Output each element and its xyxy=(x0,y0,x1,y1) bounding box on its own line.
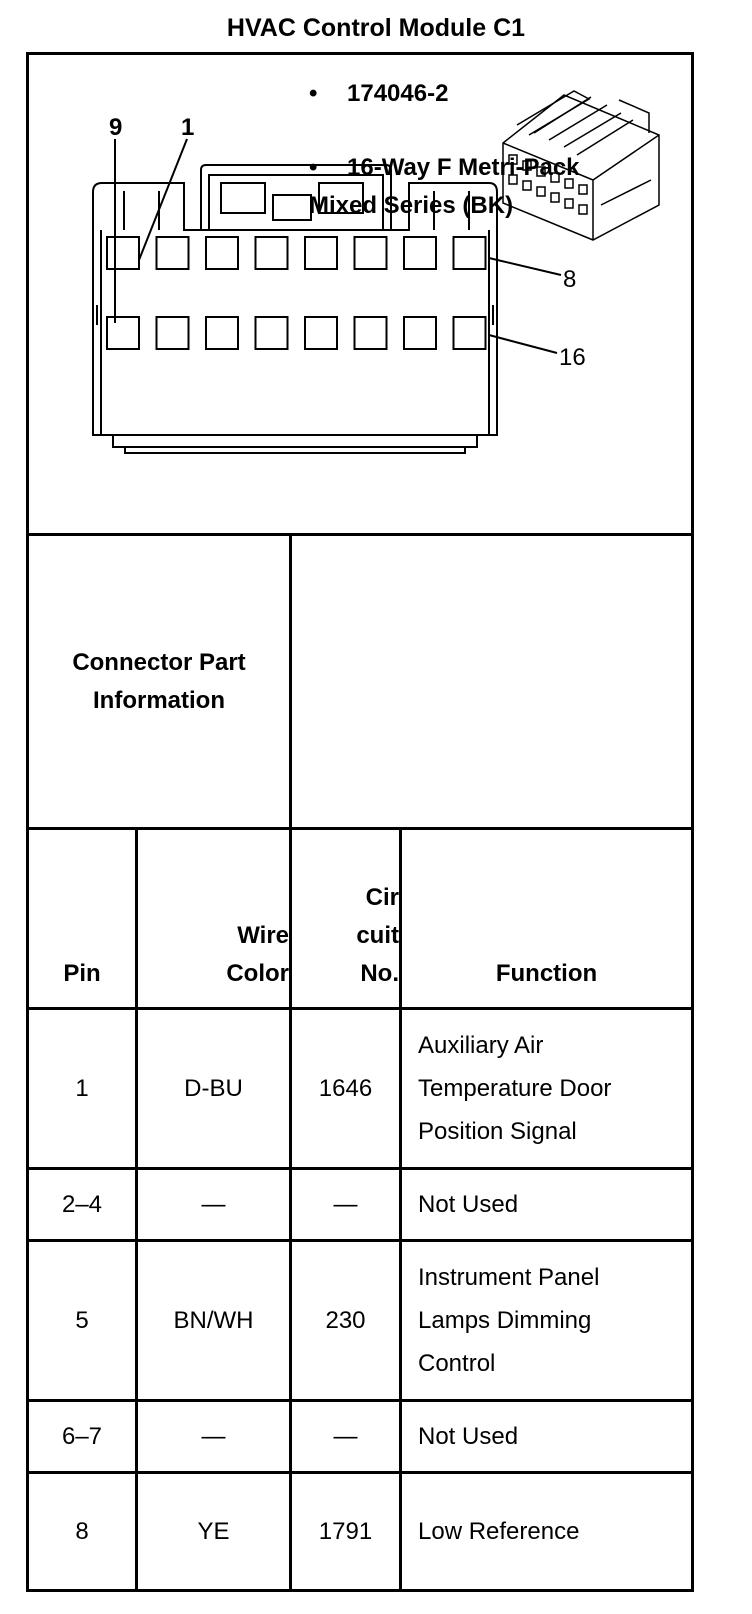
callout-8: 8 xyxy=(563,266,577,293)
pin-cavity xyxy=(355,237,387,269)
callout-16: 16 xyxy=(559,344,586,371)
header-function-text: Function xyxy=(495,960,598,987)
pin-cavity xyxy=(305,317,337,349)
function-line: Not Used xyxy=(418,1190,519,1218)
callout-9: 9 xyxy=(109,114,123,141)
header-circuit-line3: No. xyxy=(360,960,399,987)
description-line1: 16-Way F Metri-Pack xyxy=(347,154,580,181)
cell-pin: 6–7 xyxy=(61,1422,103,1450)
header-pin-text: Pin xyxy=(63,960,101,987)
pin-cavity xyxy=(454,317,486,349)
pin-cavity xyxy=(107,317,139,349)
cell-wire-color: YE xyxy=(197,1517,230,1545)
header-wire-color xyxy=(138,830,289,1007)
cell-circuit: 1791 xyxy=(318,1517,373,1545)
pin-cavity xyxy=(157,317,189,349)
page-title: HVAC Control Module C1 xyxy=(226,14,526,42)
callout-1: 1 xyxy=(181,114,195,141)
pin-cavity xyxy=(404,317,436,349)
header-circuit-no xyxy=(292,830,399,1007)
pin-cavity xyxy=(404,237,436,269)
description-line xyxy=(309,149,689,225)
cell-function xyxy=(418,1242,688,1399)
pin-cavity xyxy=(256,317,288,349)
cell-pin: 5 xyxy=(75,1306,89,1334)
cell-function xyxy=(418,1170,688,1239)
function-line: Position Signal xyxy=(418,1118,577,1145)
connector-table xyxy=(26,52,694,1592)
pin-cavity xyxy=(107,237,139,269)
pin-cavity xyxy=(454,237,486,269)
cell-wire-color: BN/WH xyxy=(173,1306,254,1334)
pin-cavity xyxy=(206,237,238,269)
header-wire-line1: Wire xyxy=(237,922,289,949)
cell-circuit: 1646 xyxy=(318,1074,373,1102)
header-circuit-line2: cuit xyxy=(356,922,399,949)
pin-cavity xyxy=(157,237,189,269)
function-line: Lamps Dimming xyxy=(418,1307,592,1334)
pin-cavity xyxy=(256,237,288,269)
function-line: Control xyxy=(418,1350,496,1377)
pin-cavity xyxy=(305,237,337,269)
cell-function xyxy=(418,1474,688,1589)
header-pin xyxy=(29,830,135,1007)
bullet: • xyxy=(309,154,318,181)
cell-function xyxy=(418,1402,688,1471)
part-number: 174046-2 xyxy=(347,80,449,107)
header-circuit-line1: Cir xyxy=(365,884,399,911)
cell-function xyxy=(418,1010,688,1167)
cell-pin: 1 xyxy=(75,1074,89,1102)
function-line: Instrument Panel xyxy=(418,1264,600,1291)
pin-cavity xyxy=(355,317,387,349)
cell-wire-color: — xyxy=(201,1422,226,1450)
cell-circuit: — xyxy=(333,1190,358,1218)
cell-wire-color: D-BU xyxy=(184,1074,243,1102)
header-function xyxy=(402,830,691,1007)
cell-circuit: 230 xyxy=(325,1306,366,1334)
cell-wire-color: — xyxy=(201,1190,226,1218)
cell-circuit: — xyxy=(333,1422,358,1450)
connector-info-details xyxy=(309,75,689,225)
function-line: Temperature Door xyxy=(418,1075,612,1102)
cell-pin: 8 xyxy=(75,1517,89,1545)
function-line: Auxiliary Air xyxy=(418,1032,544,1059)
connector-info-label-text: Connector Part Information xyxy=(72,648,246,714)
description-line2: Mixed Series (BK) xyxy=(309,192,514,219)
bullet: • xyxy=(309,80,318,107)
part-number-line xyxy=(309,75,689,113)
connector-info-label xyxy=(29,536,289,827)
pin-cavity xyxy=(206,317,238,349)
header-wire-line2: Color xyxy=(226,960,289,987)
function-line: Not Used xyxy=(418,1422,519,1450)
cell-pin: 2–4 xyxy=(61,1190,103,1218)
function-line: Low Reference xyxy=(418,1517,580,1545)
